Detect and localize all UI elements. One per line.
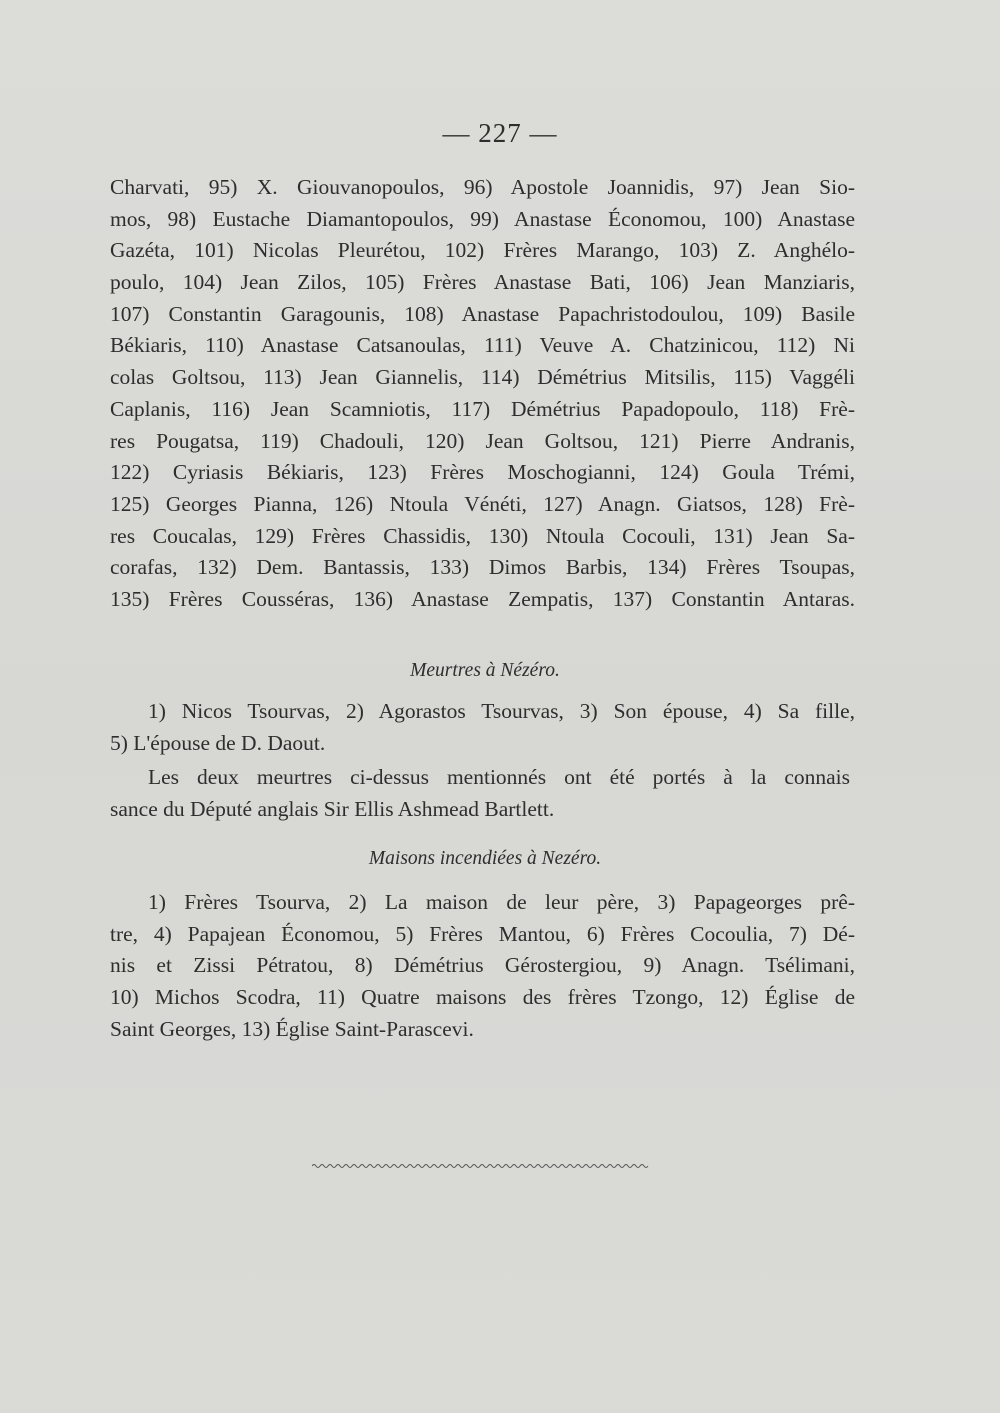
text-line: sance du Député anglais Sir Ellis Ashmead Bartlett. — [110, 796, 555, 821]
text-line: Békiaris, 110) Anastase Catsanoulas, 111) Veuve A. Chatzinicou, 112) Ni — [110, 333, 855, 358]
text-line: 10) Michos Scodra, 11) Quatre maisons des frères Tzongo, 12) Église de — [110, 985, 855, 1010]
text-line: Saint Georges, 13) Église Saint-Parascevi. — [110, 1016, 474, 1041]
page-number: — 227 — — [442, 118, 558, 148]
text-line: colas Goltsou, 113) Jean Giannelis, 114) Démétrius Mitsilis, 115) Vaggéli — [110, 365, 855, 390]
decorative-wavy-rule — [312, 1163, 650, 1169]
text-line: mos, 98) Eustache Diamantopoulos, 99) Anastase Économou, 100) Anastase — [110, 206, 855, 231]
text-line: 125) Georges Pianna, 126) Ntoula Vénéti, 127) Anagn. Giatsos, 128) Frè- — [110, 491, 855, 516]
text-line: Caplanis, 116) Jean Scamniotis, 117) Démétrius Papadopoulo, 118) Frè- — [110, 396, 855, 421]
text-line: nis et Zissi Pétratou, 8) Démétrius Gérostergiou, 9) Anagn. Tsélimani, — [110, 953, 855, 978]
section-heading-maisons: Maisons incendiées à Nezéro. — [368, 848, 602, 869]
meurtres-paragraph — [110, 696, 855, 759]
text-line: 122) Cyriasis Békiaris, 123) Frères Moschogianni, 124) Goula Trémi, — [110, 460, 855, 485]
text-line: 1) Nicos Tsourvas, 2) Agorastos Tsourvas, 3) Son épouse, 4) Sa fille, — [148, 699, 855, 723]
text-line: Charvati, 95) X. Giouvanopoulos, 96) Apostole Joannidis, 97) Jean Sio- — [110, 175, 855, 199]
text-line: poulo, 104) Jean Zilos, 105) Frères Anastase Bati, 106) Jean Manziaris, — [110, 270, 855, 295]
text-line: Gazéta, 101) Nicolas Pleurétou, 102) Frères Marango, 103) Z. Anghélo- — [110, 238, 855, 263]
text-line: 135) Frères Cousséras, 136) Anastase Zempatis, 137) Constantin Antaras. — [110, 586, 855, 611]
text-line: corafas, 132) Dem. Bantassis, 133) Dimos Barbis, 134) Frères Tsoupas, — [110, 555, 855, 580]
meurtres-note-paragraph — [110, 762, 855, 825]
text-line: 1) Frères Tsourva, 2) La maison de leur père, 3) Papageorges prê- — [148, 890, 855, 914]
text-line: res Coucalas, 129) Frères Chassidis, 130) Ntoula Cocouli, 131) Jean Sa- — [110, 523, 855, 548]
text-line: Les deux meurtres ci-dessus mentionnés ont été portés à la connais — [148, 765, 850, 789]
text-line: tre, 4) Papajean Économou, 5) Frères Mantou, 6) Frères Cocoulia, 7) Dé- — [110, 921, 855, 946]
section-heading-meurtres: Meurtres à Nézéro. — [410, 660, 560, 681]
text-line: res Pougatsa, 119) Chadouli, 120) Jean Goltsou, 121) Pierre Andranis, — [110, 428, 855, 453]
victims-list-paragraph — [110, 172, 855, 616]
maisons-paragraph — [110, 887, 855, 1045]
text-line: 5) L'épouse de D. Daout. — [110, 730, 326, 755]
text-line: 107) Constantin Garagounis, 108) Anastase Papachristodoulou, 109) Basile — [110, 301, 855, 326]
